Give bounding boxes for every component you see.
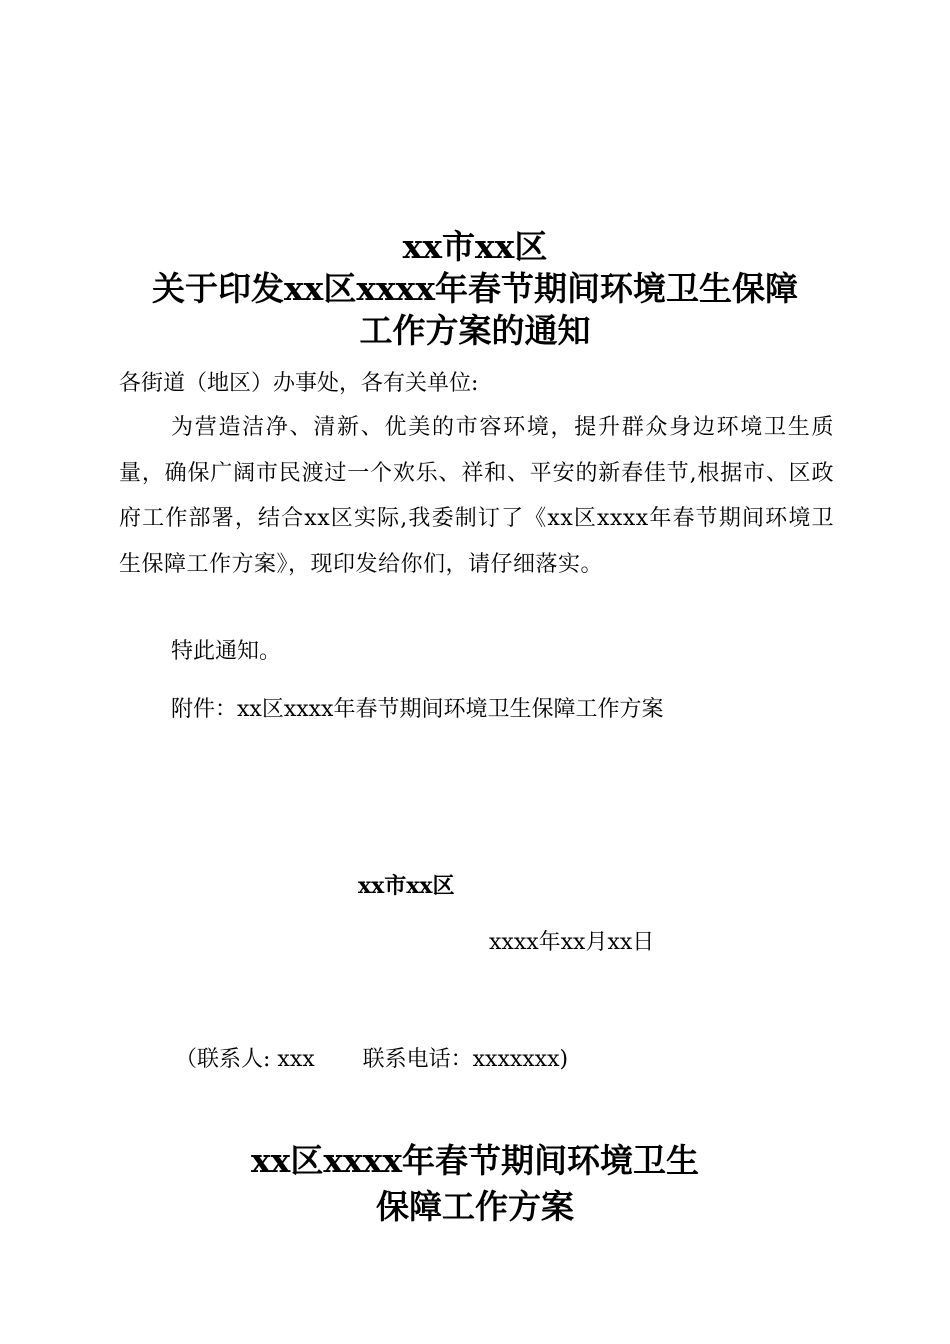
signature-date: xxxx年xx月xx日 — [489, 930, 655, 955]
contact-person: （联系人: xxx — [175, 1047, 315, 1072]
contact-phone: 联系电话：xxxxxxx) — [362, 1047, 569, 1072]
attachment-line: 附件：xx区xxxx年春节期间环境卫生保障工作方案 — [171, 697, 664, 722]
plan-title-line-1: xx区xxxx年春节期间环境卫生 — [250, 1141, 700, 1180]
notice-title-line-2: 关于印发xx区xxxx年春节期间环境卫生保障 — [151, 269, 799, 308]
notice-title-line-1: xx市xx区 — [402, 227, 548, 266]
notice-title — [0, 226, 950, 352]
contact-info — [175, 1042, 568, 1078]
salutation: 各街道（地区）办事处，各有关单位: — [119, 371, 479, 396]
notice-body-paragraph: 为营造洁净、清新、优美的市容环境，提升群众身边环境卫生质量，确保广阔市民渡过一个欢乐、祥和、平安的新春佳节,根据市、区政府工作部署，结合xx区实际,我委制订了《xx区xxxx年春节期间环境卫生保障工作方案》，现印发给你们，请仔细落实。 — [119, 415, 834, 577]
plan-title — [0, 1138, 950, 1230]
signature-organization: xx市xx区 — [358, 873, 455, 899]
closing-line: 特此通知。 — [171, 639, 282, 664]
notice-title-line-3: 工作方案的通知 — [359, 311, 591, 350]
plan-title-line-2: 保障工作方案 — [376, 1187, 574, 1226]
